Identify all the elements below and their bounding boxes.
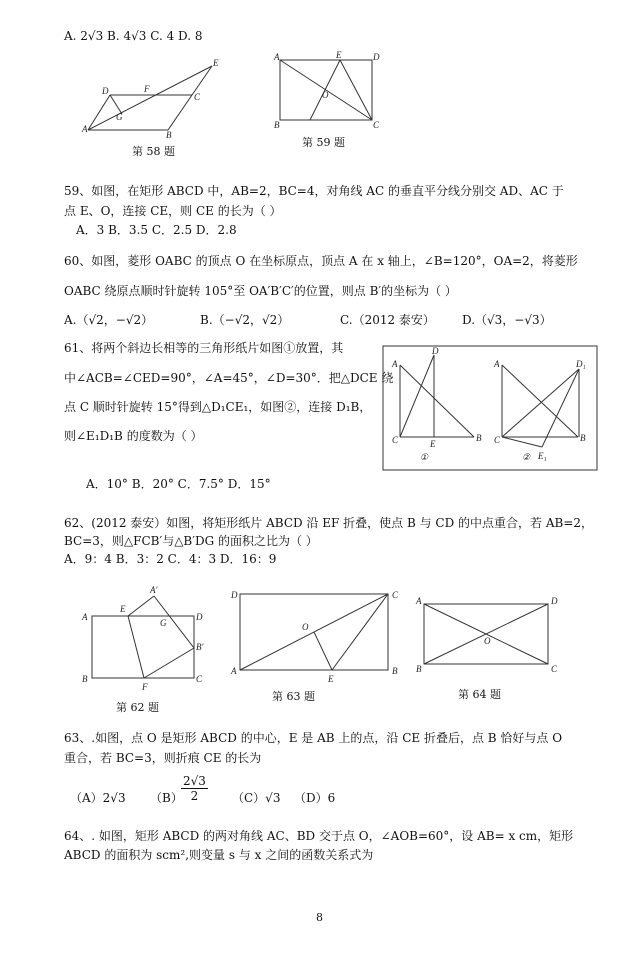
q63-option-d: （D）6 [294,791,336,805]
q63-option-b-fraction [181,774,208,803]
fig62-label-C: C [196,674,203,684]
fig63-label-E: E [328,674,334,684]
q59-line1: 59、如图，在矩形 ABCD 中，AB=2，BC=4，对角线 AC 的垂直平分线分别交 AD、AC 于 [64,184,564,198]
q61-line3: 点 C 顺时针旋转 15°得到△D₁CE₁，如图②，连接 D₁B， [64,400,372,414]
fig62-label-A: A [82,612,88,622]
fig58-label-B: B [166,130,172,138]
fig62-label-B-prime: B′ [196,642,204,652]
fig64-label-D: D [551,596,558,606]
q60-option-c: C.（2012 泰安） [340,313,435,327]
q64-line2: ABCD 的面积为 scm²,则变量 s 与 x 之间的函数关系式为 [64,848,374,862]
q61-options: A．10° B．20° C．7.5° D．15° [86,477,271,491]
q59-line2: 点 E、O，连接 CE，则 CE 的长为（ ） [64,204,282,218]
fig63-label-A: A [231,666,237,676]
q60-option-d: D.（√3，−√3） [462,313,552,327]
figure-58 [80,58,230,138]
q61-line1: 61、将两个斜边长相等的三角形纸片如图①放置，其 [64,341,344,355]
fig63-label-D: D [231,590,238,600]
fig63-caption: 第 63 题 [272,690,315,703]
fig58-caption: 第 58 题 [132,145,175,158]
q63-option-b-denominator: 2 [190,789,199,803]
q62-line1: 62、(2012 泰安）如图，将矩形纸片 ABCD 沿 EF 折叠，使点 B 与 CD 的中点重合，若 AB=2， [64,516,594,530]
q60-option-b: B.（−√2，√2） [200,313,290,327]
q62-line2: BC=3，则△FCB′与△B′DG 的面积之比为（ ） [64,534,318,548]
q63-option-c: （C）√3 [232,791,281,805]
q62-options: A．9：4 B．3：2 C．4：3 D．16：9 [64,552,277,566]
fig64-label-O: O [484,636,491,646]
fig62-label-G: G [160,618,167,628]
q60-line1: 60、如图，菱形 OABC 的顶点 O 在坐标原点，顶点 A 在 x 轴上，∠B=120°，OA=2，将菱形 [64,254,578,268]
q60-option-a: A.（√2，−√2） [64,313,154,327]
fig59-label-E: E [336,50,342,60]
fig61-label-A: A [392,359,398,369]
fig58-label-E: E [213,58,219,68]
fig59-label-A: A [274,52,280,62]
fig63-label-O: O [302,622,309,632]
figure-61 [382,345,598,471]
fig61-label-A2: A [494,359,500,369]
fig64-caption: 第 64 题 [458,688,501,701]
q63-option-b-numerator: 2√3 [183,774,206,788]
q63-option-b: （B） [150,791,183,805]
fig62-label-E: E [120,604,126,614]
fig61-label-B2: B [580,433,586,443]
fig58-label-D: D [102,86,109,96]
fig62-label-F: F [142,682,148,692]
figure-62 [78,582,212,694]
fig61-label-D: D [432,346,439,356]
q64-line1: 64、. 如图，矩形 ABCD 的两对角线 AC、BD 交于点 O，∠AOB=60°，设 AB= x cm，矩形 [64,829,574,843]
fig59-caption: 第 59 题 [302,136,345,149]
figure-63 [228,586,404,686]
fig58-label-A: A [82,124,88,134]
q60-line2: OABC 绕原点顺时针旋转 105°至 OA′B′C′的位置，则点 B′的坐标为（ ） [64,284,457,298]
fig61-label-C2: C [494,435,501,445]
fig62-label-D: D [196,612,203,622]
q63-option-a: （A）2√3 [70,791,126,805]
figure-59 [272,50,382,130]
fig62-label-A-prime: A′ [150,585,158,595]
fig64-label-B: B [416,664,422,674]
fig58-label-G: G [116,112,123,122]
fig61-label-B: B [476,433,482,443]
fig59-label-C: C [373,120,380,130]
q59-options: A．3 B．3.5 C．2.5 D．2.8 [76,223,237,237]
fig62-label-B: B [82,674,88,684]
fig63-label-B: B [392,666,398,676]
fig59-label-D: D [373,52,380,62]
fig61-label-C: C [392,435,399,445]
q63-line2: 重合，若 BC=3，则折痕 CE 的长为 [64,751,262,765]
fig64-label-C: C [551,664,558,674]
fig61-label-circled-1: ① [420,452,429,462]
fig63-label-C: C [392,590,399,600]
fig61-label-D1: D₁ [576,359,586,369]
q61-line2: 中∠ACB=∠CED=90°，∠A=45°，∠D=30°．把△DCE 绕 [64,371,394,385]
fig64-label-A: A [416,596,422,606]
figure-64 [412,592,562,676]
fig59-label-O: O [322,90,329,100]
fig61-label-circled-2: ② [522,452,531,462]
fig58-label-C: C [194,92,201,102]
fig62-caption: 第 62 题 [116,701,159,714]
q58-options: A. 2√3 B. 4√3 C. 4 D. 8 [64,29,203,43]
fig61-label-E1: E₁ [538,451,547,461]
fig59-label-B: B [274,120,280,130]
page-number: 8 [316,911,323,924]
fig61-label-E: E [430,439,436,449]
q63-line1: 63、.如图，点 O 是矩形 ABCD 的中心，E 是 AB 上的点，沿 CE 折叠后，点 B 恰好与点 O [64,731,563,745]
fig58-label-F: F [144,84,150,94]
q61-line4: 则∠E₁D₁B 的度数为（ ） [64,429,203,443]
